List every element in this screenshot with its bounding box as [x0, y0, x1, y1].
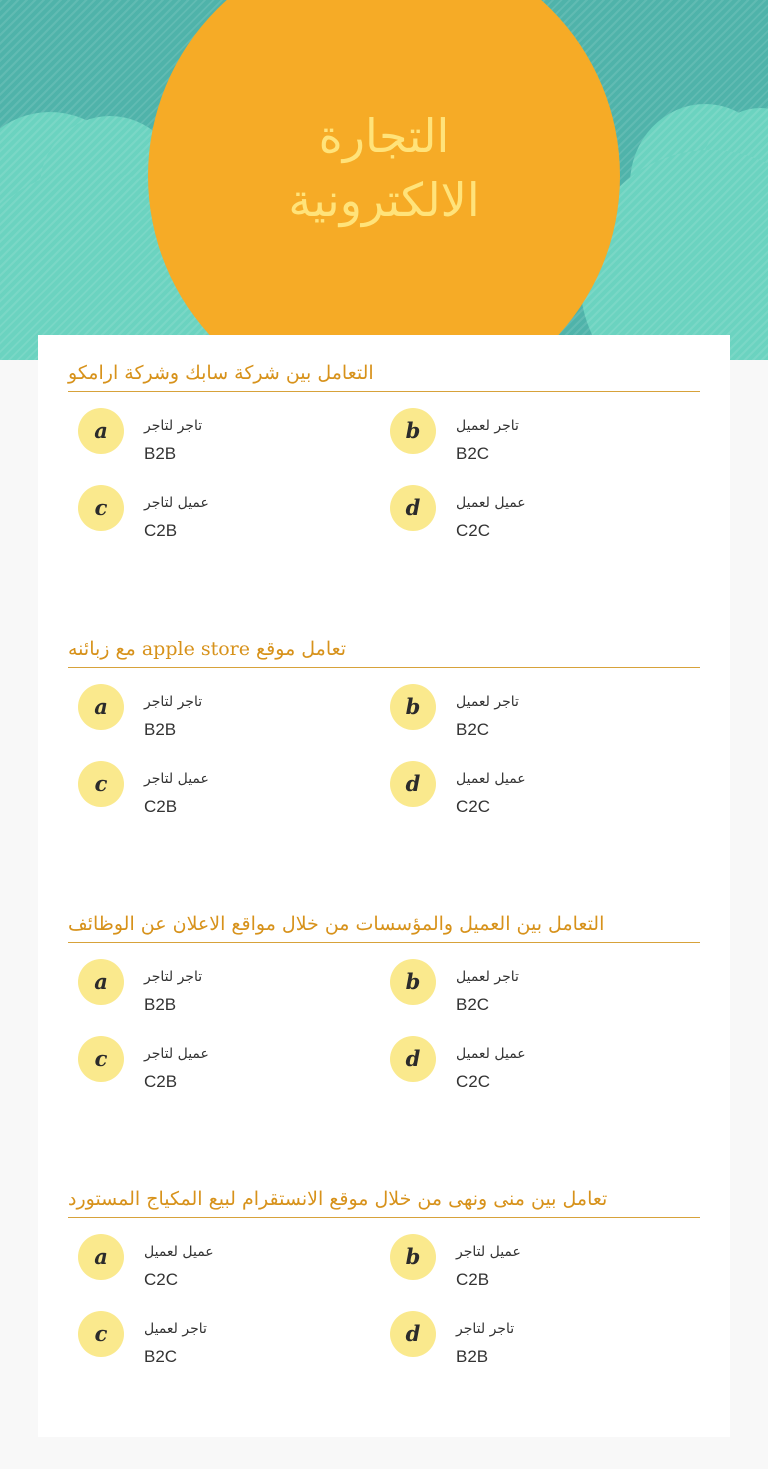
- option-code: B2B: [144, 444, 177, 463]
- answer-option-c[interactable]: [78, 759, 368, 823]
- option-code: C2B: [144, 521, 178, 540]
- option-label: عميل لعميل: [456, 495, 526, 511]
- option-label: عميل لعميل: [456, 1046, 526, 1062]
- page-title-line1: التجارة: [318, 109, 450, 163]
- option-code: B2B: [456, 1347, 489, 1366]
- question-1: [68, 335, 700, 552]
- option-code: C2C: [144, 1270, 179, 1289]
- option-label: تاجر لعميل: [456, 418, 519, 434]
- header-banner: [0, 0, 768, 360]
- answer-options: [68, 1218, 700, 1378]
- option-letter-badge: b: [390, 1234, 436, 1280]
- question-title: التعامل بين العميل والمؤسسات من خلال مواقع الاعلان عن الوظائف: [68, 886, 700, 943]
- option-code: B2B: [144, 995, 177, 1014]
- option-label: عميل لتاجر: [144, 495, 209, 511]
- option-code: C2C: [456, 1072, 491, 1091]
- option-label: تاجر لعميل: [456, 694, 519, 710]
- option-label: عميل لتاجر: [144, 771, 209, 787]
- option-label: تاجر لتاجر: [456, 1321, 515, 1337]
- answer-option-a[interactable]: [78, 406, 368, 470]
- answer-option-b[interactable]: [390, 957, 680, 1021]
- option-code: B2B: [144, 720, 177, 739]
- option-letter-badge: d: [390, 1311, 436, 1357]
- answer-option-a[interactable]: [78, 682, 368, 746]
- option-letter-badge: c: [78, 1036, 124, 1082]
- option-label: تاجر لتاجر: [144, 694, 203, 710]
- option-letter-badge: b: [390, 684, 436, 730]
- option-letter-badge: c: [78, 485, 124, 531]
- answer-option-c[interactable]: [78, 1309, 368, 1373]
- answer-options: [68, 392, 700, 552]
- option-code: C2B: [456, 1270, 490, 1289]
- option-code: B2C: [456, 444, 490, 463]
- question-title: تعامل موقع apple store مع زبائنه: [68, 611, 700, 668]
- answer-option-d[interactable]: [390, 483, 680, 547]
- answer-option-d[interactable]: [390, 1309, 680, 1373]
- option-label: تاجر لعميل: [144, 1321, 207, 1337]
- option-code: C2B: [144, 1072, 178, 1091]
- question-2: [68, 611, 700, 828]
- option-letter-badge: d: [390, 1036, 436, 1082]
- option-label: تاجر لتاجر: [144, 418, 203, 434]
- answer-option-d[interactable]: [390, 1034, 680, 1098]
- question-title: التعامل بين شركة سابك وشركة ارامكو: [68, 335, 700, 392]
- question-3: [68, 886, 700, 1103]
- option-label: عميل لعميل: [456, 771, 526, 787]
- option-label: عميل لعميل: [144, 1244, 214, 1260]
- answer-options: [68, 668, 700, 828]
- option-letter-badge: d: [390, 485, 436, 531]
- question-4: [68, 1161, 700, 1378]
- answer-option-d[interactable]: [390, 759, 680, 823]
- option-letter-badge: c: [78, 761, 124, 807]
- option-letter-badge: d: [390, 761, 436, 807]
- question-title: تعامل بين منى ونهى من خلال موقع الانستقرام لبيع المكياج المستورد: [68, 1161, 700, 1218]
- option-letter-badge: c: [78, 1311, 124, 1357]
- option-code: B2C: [456, 995, 490, 1014]
- option-label: تاجر لعميل: [456, 969, 519, 985]
- option-code: C2C: [456, 521, 491, 540]
- option-code: C2B: [144, 797, 178, 816]
- option-label: عميل لتاجر: [144, 1046, 209, 1062]
- option-letter-badge: b: [390, 959, 436, 1005]
- answer-option-a[interactable]: [78, 1232, 368, 1296]
- option-code: B2C: [456, 720, 490, 739]
- option-letter-badge: b: [390, 408, 436, 454]
- answer-option-c[interactable]: [78, 483, 368, 547]
- answer-options: [68, 943, 700, 1103]
- option-letter-badge: a: [78, 408, 124, 454]
- answer-option-b[interactable]: [390, 406, 680, 470]
- option-letter-badge: a: [78, 1234, 124, 1280]
- option-label: عميل لتاجر: [456, 1244, 521, 1260]
- answer-option-c[interactable]: [78, 1034, 368, 1098]
- answer-option-b[interactable]: [390, 682, 680, 746]
- option-code: C2C: [456, 797, 491, 816]
- answer-option-a[interactable]: [78, 957, 368, 1021]
- option-letter-badge: a: [78, 684, 124, 730]
- option-code: B2C: [144, 1347, 178, 1366]
- page-title-line2: الالكترونية: [288, 173, 480, 227]
- page-title: [234, 104, 534, 232]
- answer-option-b[interactable]: [390, 1232, 680, 1296]
- option-label: تاجر لتاجر: [144, 969, 203, 985]
- option-letter-badge: a: [78, 959, 124, 1005]
- quiz-card: [38, 335, 730, 1437]
